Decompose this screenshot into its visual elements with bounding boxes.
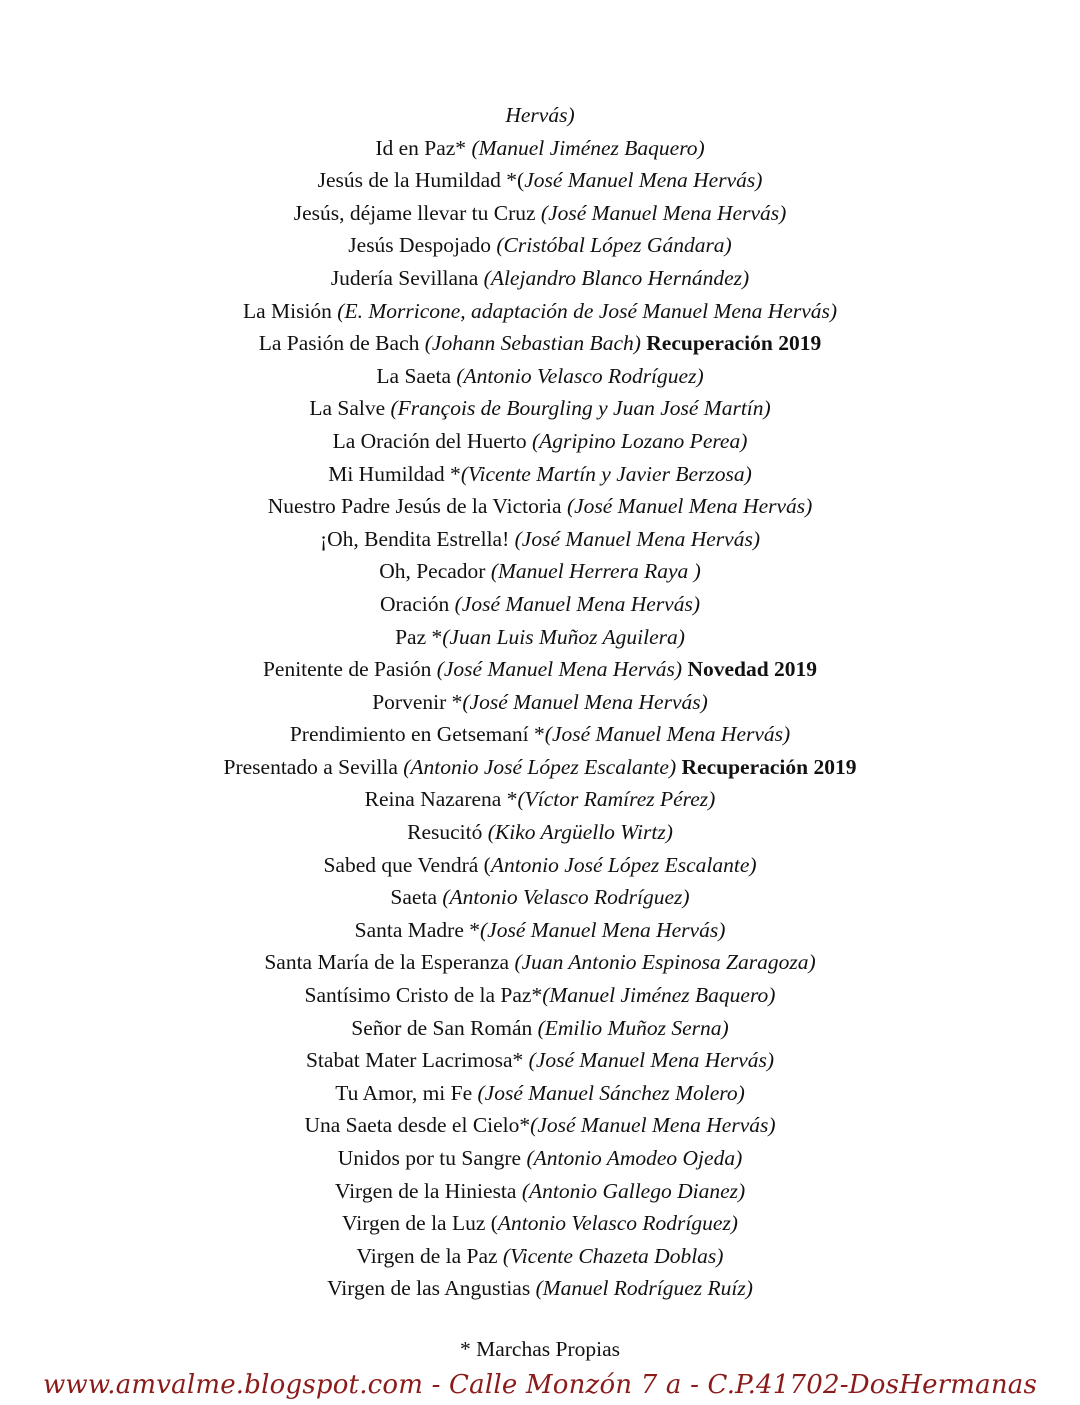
march-composer: (José Manuel Mena Hervás): [514, 526, 760, 551]
march-composer: (Kiko Argüello Wirtz): [487, 820, 673, 845]
march-title: Oración: [380, 591, 455, 616]
march-title: Jesús, déjame llevar tu Cruz: [293, 200, 541, 225]
march-title: Jesús de la Humildad *(: [317, 168, 525, 193]
march-composer: (Antonio José López Escalante): [403, 754, 677, 779]
march-title: La Misión: [242, 298, 338, 323]
march-composer: (Vicente Chazeta Doblas): [502, 1243, 724, 1268]
march-item: [0, 653, 1080, 686]
march-item: [0, 392, 1080, 425]
march-composer: Hervás): [505, 103, 575, 127]
march-title: Judería Sevillana: [330, 265, 484, 290]
march-composer: (Vicente Martín y Javier Berzosa): [460, 461, 752, 486]
march-composer: (Antonio Velasco Rodríguez): [456, 363, 704, 388]
march-composer: (José Manuel Mena Hervás): [544, 722, 791, 747]
march-composer: (José Manuel Mena Hervás): [540, 200, 787, 225]
march-list: [0, 99, 1080, 1305]
march-item: [0, 197, 1080, 230]
march-composer: (Antonio Gallego Dianez): [521, 1178, 746, 1203]
march-item: [0, 979, 1080, 1012]
march-item: [0, 425, 1080, 458]
march-item: [0, 816, 1080, 849]
march-title: Santísimo Cristo de la Paz*: [304, 983, 543, 1008]
march-composer: Antonio José López Escalante): [490, 852, 757, 877]
march-composer: (Emilio Muñoz Serna): [537, 1015, 729, 1040]
march-item: [0, 99, 1080, 132]
march-composer: Antonio Velasco Rodríguez): [497, 1211, 738, 1236]
march-title: Virgen de la Hiniesta: [334, 1178, 522, 1203]
march-composer: (Alejandro Blanco Hernández): [483, 265, 750, 290]
march-item: [0, 588, 1080, 621]
march-title: Presentado a Sevilla: [223, 754, 404, 779]
footer-address: www.amvalme.blogspot.com - Calle Monzón 7 a - C.P.41702-DosHermanas: [42, 1370, 1038, 1400]
march-item: [0, 295, 1080, 328]
march-composer: (Johann Sebastian Bach): [424, 331, 641, 356]
march-item: [0, 881, 1080, 914]
march-title: Santa Madre *: [354, 917, 480, 942]
march-composer: (Manuel Jiménez Baquero): [542, 983, 776, 1008]
march-title: Mi Humildad *: [328, 461, 461, 486]
march-item: [0, 229, 1080, 262]
march-title: Prendimiento en Getsemaní *: [289, 722, 545, 747]
march-title: La Salve: [309, 396, 391, 421]
march-title: Saeta: [390, 885, 443, 910]
march-title: Porvenir *: [372, 689, 463, 714]
march-composer: (José Manuel Mena Hervás): [480, 917, 726, 942]
march-title: Nuestro Padre Jesús de la Victoria: [267, 494, 567, 519]
march-item: [0, 132, 1080, 165]
march-composer: (François de Bourgling y Juan José Martín): [390, 396, 771, 421]
march-title: Tu Amor, mi Fe: [335, 1080, 478, 1105]
march-item: [0, 751, 1080, 784]
march-title: Una Saeta desde el Cielo*: [304, 1113, 531, 1138]
march-title: Resucitó: [407, 820, 488, 845]
march-item: [0, 946, 1080, 979]
march-item: [0, 523, 1080, 556]
march-title: Santa María de la Esperanza: [264, 950, 515, 975]
march-item: [0, 621, 1080, 654]
march-composer: (Juan Antonio Espinosa Zaragoza): [514, 950, 816, 975]
march-composer: (José Manuel Mena Hervás): [528, 1048, 775, 1073]
march-title: La Pasión de Bach: [258, 331, 425, 356]
march-composer: (José Manuel Sánchez Molero): [477, 1080, 745, 1105]
march-composer: (Agripino Lozano Perea): [532, 428, 748, 453]
march-composer: (Víctor Ramírez Pérez): [517, 787, 716, 812]
march-item: [0, 327, 1080, 360]
march-composer: (Manuel Herrera Raya ): [490, 559, 701, 584]
march-item: [0, 1142, 1080, 1175]
march-item: [0, 555, 1080, 588]
march-composer: (José Manuel Mena Hervás): [566, 494, 813, 519]
march-title: Paz *: [395, 624, 443, 649]
march-composer: (José Manuel Mena Hervás): [436, 657, 683, 682]
march-title: Oh, Pecador: [379, 559, 491, 584]
march-item: [0, 718, 1080, 751]
march-composer: (José Manuel Mena Hervás): [462, 689, 708, 714]
march-title: Sabed que Vendrá (: [323, 852, 491, 877]
march-composer: (E. Morricone, adaptación de José Manuel Mena Hervás): [337, 298, 838, 323]
march-item: [0, 1109, 1080, 1142]
march-title: Reina Nazarena *: [364, 787, 518, 812]
march-composer: (Juan Luis Muñoz Aguilera): [442, 624, 685, 649]
march-item: [0, 164, 1080, 197]
march-title: Unidos por tu Sangre: [337, 1146, 527, 1170]
march-badge: Recuperación 2019: [640, 331, 822, 356]
march-title: Virgen de la Luz (: [342, 1211, 498, 1236]
march-composer: (Antonio Velasco Rodríguez): [442, 885, 690, 910]
march-badge: Novedad 2019: [682, 657, 818, 682]
march-title: La Saeta: [376, 363, 457, 388]
march-title: ¡Oh, Bendita Estrella!: [319, 526, 515, 551]
march-item: [0, 1175, 1080, 1208]
march-title: Penitente de Pasión: [262, 657, 437, 682]
march-title: Stabat Mater Lacrimosa*: [305, 1048, 529, 1073]
march-title: Señor de San Román: [351, 1015, 538, 1040]
march-composer: (Cristóbal López Gándara): [496, 233, 732, 258]
march-item: [0, 490, 1080, 523]
march-item: [0, 914, 1080, 947]
march-item: [0, 686, 1080, 719]
march-composer: (José Manuel Mena Hervás): [454, 591, 700, 616]
march-item: [0, 458, 1080, 491]
march-badge: Recuperación 2019: [676, 754, 857, 779]
march-item: [0, 1077, 1080, 1110]
march-title: Virgen de las Angustias: [327, 1276, 536, 1301]
march-composer: José Manuel Mena Hervás): [524, 168, 763, 193]
march-item: [0, 1207, 1080, 1240]
march-title: Jesús Despojado: [348, 233, 497, 258]
march-item: [0, 1012, 1080, 1045]
march-item: [0, 360, 1080, 393]
march-item: [0, 1044, 1080, 1077]
march-title: Id en Paz*: [375, 135, 472, 160]
march-item: [0, 1240, 1080, 1273]
march-composer: (Manuel Jiménez Baquero): [471, 135, 705, 160]
march-item: [0, 1272, 1080, 1305]
march-composer: (José Manuel Mena Hervás): [530, 1113, 776, 1138]
march-item: [0, 849, 1080, 882]
march-composer: (Antonio Amodeo Ojeda): [526, 1146, 743, 1170]
march-item: [0, 783, 1080, 816]
march-title: Virgen de la Paz: [356, 1243, 503, 1268]
legend-note: * Marchas Propias: [459, 1337, 621, 1361]
march-item: [0, 262, 1080, 295]
march-title: La Oración del Huerto: [332, 428, 532, 453]
march-composer: (Manuel Rodríguez Ruíz): [535, 1276, 753, 1301]
